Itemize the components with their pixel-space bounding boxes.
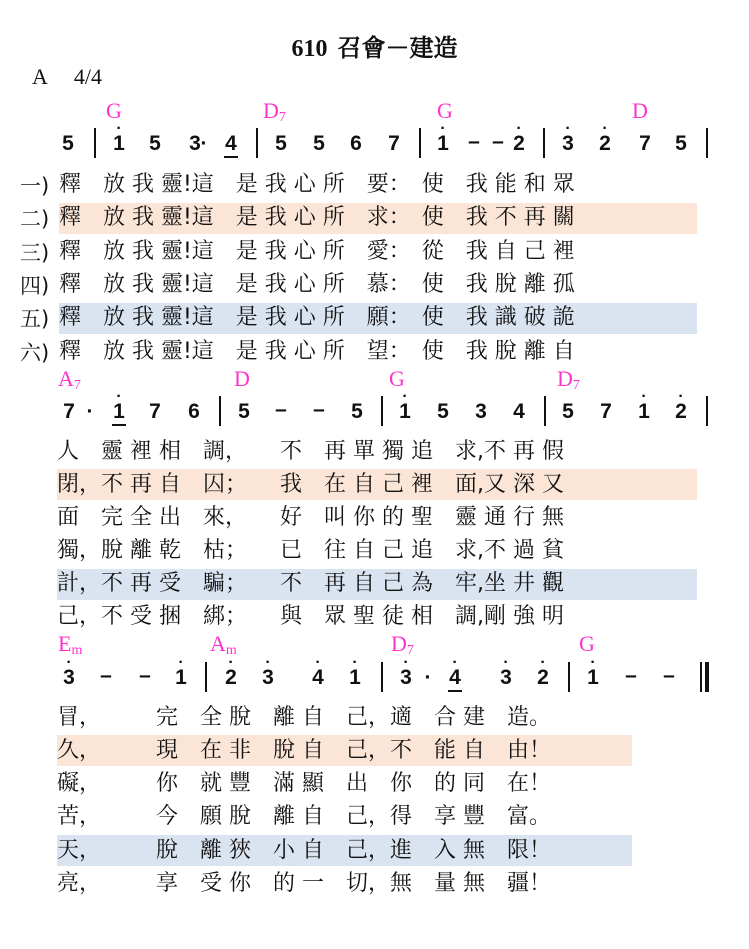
note: 7 [149,400,161,423]
verse-label: 二) [20,207,50,231]
final-bar-thin [700,662,702,692]
dash: – [139,664,151,687]
bar-line [94,128,96,158]
note: 5 [675,132,687,155]
note: 5 [351,400,363,423]
verse-label: 四) [20,274,50,298]
lyric-line: 計，不 再 受 騙； 不 再 自 己 為 牢,坐 井 觀 [57,571,564,596]
note: · 3 [500,654,512,689]
lyric-line: 天， 脫 離 狹 小 自 己，進 入 無 限！ [57,838,551,863]
lyric-line: 釋 放 我 靈!這 是 我 心 所 求： 使 我 不 再 關 [59,205,575,230]
note: · 1 [399,388,411,423]
dot: · [424,666,432,689]
chord: G [389,366,405,391]
chord: $E_m$ [58,631,83,658]
bar-line [219,396,221,426]
lyric-line: 獨，脫 離 乾 枯； 已 往 自 己 追 求,不 過 貧 [57,538,564,563]
bar-line [544,396,546,426]
verse-label: 六) [20,341,50,365]
note: 4 [222,132,240,156]
dash: – [663,664,675,687]
note: · 3 [63,654,75,689]
chord: $A_7$ [58,366,81,393]
verse-label: 一) [20,174,50,198]
note: · 1 [349,654,361,689]
chord: $D_7$ [391,631,414,658]
dot: · [200,132,208,155]
lyric-line: 亮， 享 受 你 的 一 切，無 量 無 疆！ [57,871,551,896]
note: · 1 [175,654,187,689]
dash: – [492,130,504,153]
chord: D [632,98,648,123]
key-time-signature [32,64,128,90]
bar-line [381,396,383,426]
lyric-line: 面 完 全 出 來， 好 叫 你 的 聖 靈 通 行 無 [57,505,564,530]
note: 6 [188,400,200,423]
bar-line [706,128,708,158]
note: · 2 [513,120,525,155]
key-signature: A [32,64,48,89]
lyric-line: 釋 放 我 靈!這 是 我 心 所 愛： 從 我 自 己 裡 [59,239,575,264]
lyric-line: 閉，不 再 自 囚； 我 在 自 己 裡 面,又 深 又 [57,472,564,497]
note: · 1 [638,388,650,423]
lyric-line: 人 靈 裡 相 調， 不 再 單 獨 追 求,不 再 假 [57,439,564,464]
verse-label: 五) [20,307,50,331]
time-signature: 4/4 [73,64,103,89]
hymn-name: 召會－建造 [337,34,458,62]
note: · 1 [587,654,599,689]
bar-line [419,128,421,158]
note: 5 [62,132,74,155]
lyric-line: 苦， 今 願 脫 離 自 己，得 享 豐 富。 [57,804,551,829]
lyric-line: 釋 放 我 靈!這 是 我 心 所 願： 使 我 識 破 詭 [59,305,575,330]
note: · 1 [110,400,128,424]
dash: – [313,398,325,421]
lyric-line: 釋 放 我 靈!這 是 我 心 所 要： 使 我 能 和 眾 [59,172,575,197]
chord: $D_7$ [557,366,580,393]
note: · 1 [113,120,125,155]
note: · 3 [562,120,574,155]
note: 4 [513,400,525,423]
hymn-number: 610 [291,36,328,62]
bar-line [381,662,383,692]
dot: · [86,400,94,423]
note: · 4 [446,666,464,690]
note: 7 [388,132,400,155]
bar-line [256,128,258,158]
note: · 4 [312,654,324,689]
note: · 2 [225,654,237,689]
note: · 2 [675,388,687,423]
dash: – [625,664,637,687]
note: 3 [189,132,201,155]
lyric-line: 久， 現 在 非 脫 自 己，不 能 自 由！ [57,738,551,763]
note: 7 [639,132,651,155]
note: 7 [63,400,75,423]
note: · 1 [437,120,449,155]
note: · 2 [537,654,549,689]
chord: G [437,98,453,123]
note: 6 [350,132,362,155]
lyric-line: 礙， 你 就 豐 滿 顯 出 你 的 同 在！ [57,771,551,796]
bar-line [543,128,545,158]
lyric-line: 己，不 受 捆 綁； 與 眾 聖 徒 相 調,剛 強 明 [57,604,564,629]
lyric-line: 釋 放 我 靈!這 是 我 心 所 慕： 使 我 脫 離 孤 [59,272,575,297]
note: 5 [313,132,325,155]
chord: G [106,98,122,123]
bar-line [568,662,570,692]
dash: – [275,398,287,421]
dash: – [468,130,480,153]
hymn-title [0,28,749,63]
lyric-line: 冒， 完 全 脫 離 自 己，適 合 建 造。 [57,705,551,730]
note: 5 [562,400,574,423]
note: · 2 [599,120,611,155]
note: · 3 [262,654,274,689]
bar-line [205,662,207,692]
note: · 3 [400,654,412,689]
chord: D [234,366,250,391]
note: 5 [149,132,161,155]
note: 5 [275,132,287,155]
chord: G [579,631,595,656]
note: 7 [600,400,612,423]
bar-line [706,396,708,426]
dash: – [100,664,112,687]
chord: $A_m$ [210,631,237,658]
note: 3 [475,400,487,423]
note: 5 [437,400,449,423]
verse-label: 三) [20,241,50,265]
note: 5 [238,400,250,423]
final-bar-thick [705,662,709,692]
lyric-line: 釋 放 我 靈!這 是 我 心 所 望： 使 我 脫 離 自 [59,339,575,364]
chord: $D_7$ [263,98,286,125]
